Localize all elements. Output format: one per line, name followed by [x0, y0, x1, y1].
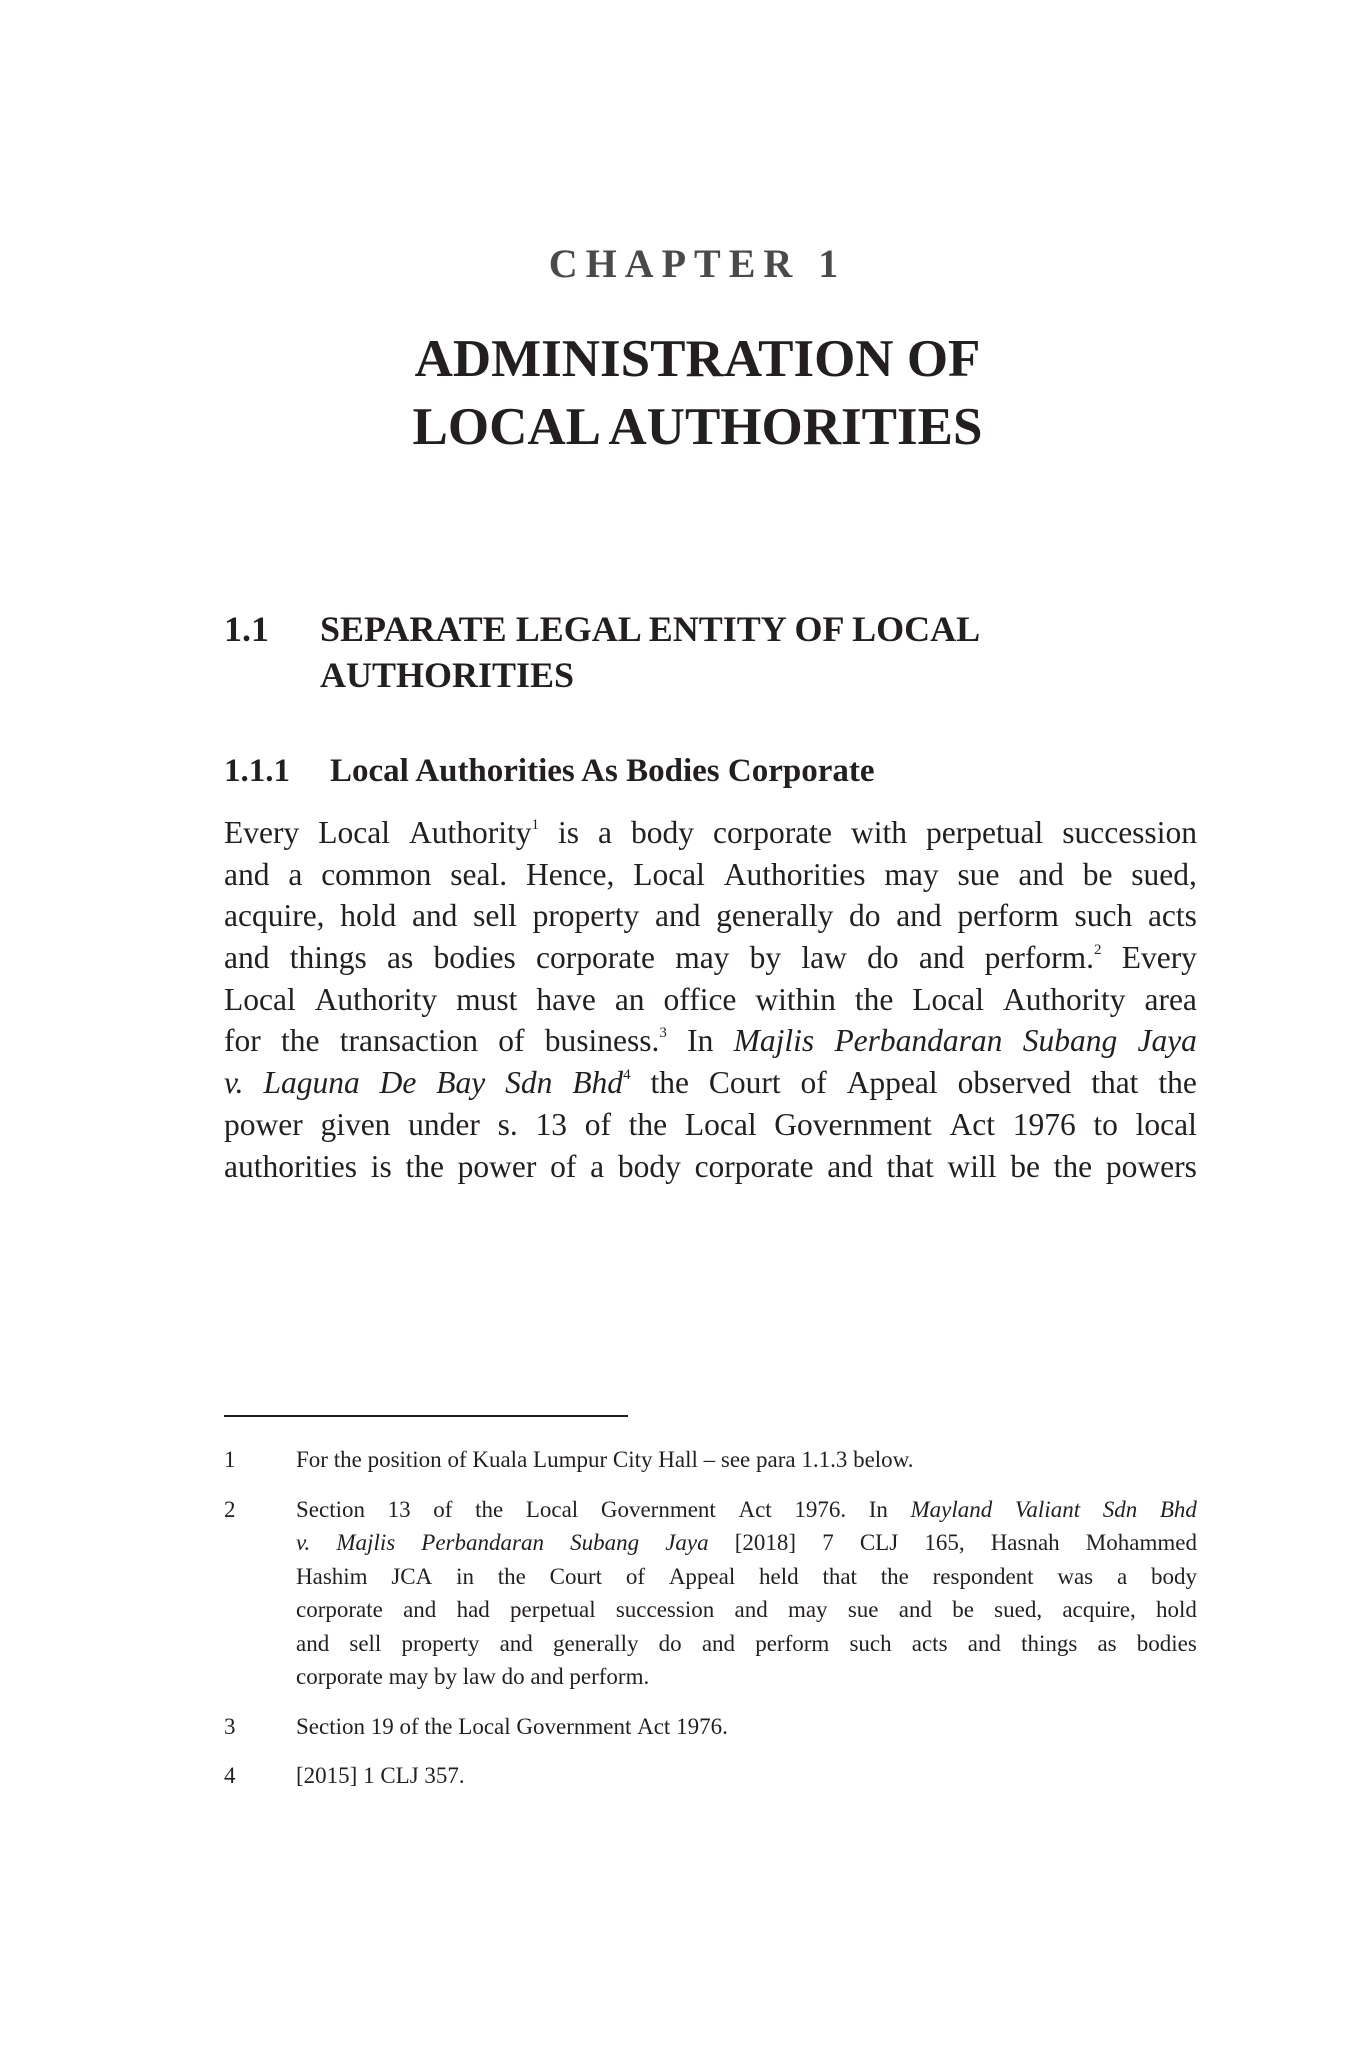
- body-word: that: [1091, 1065, 1139, 1101]
- body-word: will: [947, 1148, 997, 1184]
- body-line: [224, 1146, 1197, 1188]
- body-word: In: [687, 1023, 714, 1059]
- body-line: [224, 1062, 1197, 1104]
- body-word: s.: [497, 1106, 518, 1142]
- section-title-line-2: AUTHORITIES: [320, 655, 575, 695]
- body-word: under: [408, 1106, 480, 1142]
- body-word: be: [1082, 856, 1113, 892]
- body-word: Authority: [1003, 981, 1126, 1017]
- body-word: business.$^3$: [544, 1023, 667, 1059]
- body-line: [224, 937, 1197, 979]
- body-word: Local: [224, 981, 296, 1017]
- body-word: Jaya: [1137, 1023, 1197, 1059]
- footnote-text: [296, 1759, 1197, 1793]
- section-title: [320, 606, 1080, 698]
- footnote-number: 1: [224, 1447, 236, 1472]
- body-word: Perbandaran: [834, 1023, 1003, 1059]
- body-word: have: [536, 981, 596, 1017]
- body-word: be: [1010, 1148, 1040, 1184]
- body-word: the: [405, 1148, 444, 1184]
- body-word: as: [387, 940, 414, 976]
- body-word: Government: [774, 1106, 932, 1142]
- body-word: within: [755, 981, 836, 1017]
- body-word: acquire,: [224, 898, 325, 934]
- body-word: to: [1093, 1106, 1118, 1142]
- body-word: given: [320, 1106, 391, 1142]
- footnote-item: [224, 1443, 1197, 1477]
- body-word: 13: [535, 1106, 567, 1142]
- body-word: property: [532, 898, 640, 934]
- body-word: and: [896, 898, 942, 934]
- section-number: 1.1: [224, 609, 269, 649]
- body-word: and: [224, 856, 270, 892]
- body-word: may: [884, 856, 939, 892]
- body-word: common: [321, 856, 432, 892]
- body-paragraph: [224, 812, 1197, 1187]
- body-word: sell: [473, 898, 517, 934]
- footnote-number: 3: [224, 1713, 236, 1739]
- body-word: Laguna: [263, 1065, 360, 1101]
- body-word: v.: [224, 1065, 244, 1101]
- body-word: Authority$^1$: [408, 815, 539, 850]
- body-word: corporate: [536, 940, 655, 976]
- body-word: perpetual: [926, 815, 1044, 850]
- body-word: Every: [224, 815, 300, 850]
- body-line: [224, 895, 1197, 937]
- section-title-line-1: SEPARATE LEGAL ENTITY OF LOCAL: [320, 609, 981, 649]
- body-word: 1976: [1012, 1106, 1076, 1142]
- body-word: the: [854, 981, 894, 1017]
- body-word: the: [1158, 1065, 1197, 1101]
- body-word: the: [281, 1023, 320, 1059]
- body-word: hold: [340, 898, 397, 934]
- body-word: Bay: [436, 1065, 486, 1101]
- body-word: Local: [633, 856, 705, 892]
- body-word: succession: [1062, 815, 1197, 850]
- footnote-line: and sell property and generally do and perform such acts and things as bodies: [296, 1630, 1197, 1656]
- footnote-text: [296, 1493, 1197, 1694]
- body-word: Court: [708, 1065, 781, 1101]
- footnote-item: [224, 1493, 1197, 1694]
- footnote-reference[interactable]: 2: [1093, 942, 1102, 959]
- body-word: powers: [1105, 1148, 1197, 1184]
- footnote-reference[interactable]: 3: [659, 1025, 667, 1042]
- body-word: Local: [912, 981, 985, 1017]
- footnote-item: [224, 1759, 1197, 1793]
- body-word: Act: [949, 1106, 995, 1142]
- body-word: Appeal: [846, 1065, 938, 1101]
- body-word: area: [1144, 981, 1197, 1017]
- body-word: seal.: [450, 856, 508, 892]
- body-word: is: [370, 1148, 392, 1184]
- chapter-title: [0, 325, 1365, 461]
- body-word: the: [628, 1106, 668, 1142]
- body-word: Every: [1121, 940, 1197, 976]
- footnote-number: 4: [224, 1763, 236, 1788]
- body-word: De: [379, 1065, 417, 1101]
- body-word: generally: [716, 898, 834, 934]
- footnote-line: Section 19 of the Local Government Act 1976.: [296, 1713, 728, 1739]
- body-word: such: [1074, 898, 1133, 934]
- body-word: perform: [957, 898, 1059, 934]
- body-word: and: [654, 898, 701, 934]
- footnote-number: 2: [224, 1496, 236, 1522]
- body-word: sue: [957, 856, 1000, 892]
- body-word: bodies: [433, 940, 516, 976]
- footnote-text: [296, 1443, 1197, 1477]
- body-word: of: [584, 1106, 611, 1142]
- body-word: sued,: [1131, 856, 1197, 892]
- body-word: of: [800, 1065, 827, 1101]
- body-word: with: [850, 815, 907, 850]
- body-word: office: [663, 981, 737, 1017]
- body-word: must: [456, 981, 518, 1017]
- chapter-title-line-1: ADMINISTRATION OF: [414, 330, 981, 388]
- footnotes: [224, 1443, 1197, 1809]
- body-word: and: [918, 940, 965, 976]
- body-word: local: [1135, 1106, 1197, 1142]
- body-word: power: [457, 1148, 537, 1184]
- body-line: [224, 1020, 1197, 1062]
- body-word: a: [598, 815, 612, 850]
- body-word: and: [827, 1148, 873, 1184]
- body-word: Local: [318, 815, 390, 850]
- body-word: that: [886, 1148, 934, 1184]
- body-word: is: [557, 815, 579, 850]
- body-word: Authority: [314, 981, 438, 1017]
- body-word: the: [1053, 1148, 1093, 1184]
- footnote-divider: [224, 1415, 628, 1417]
- body-line: [224, 1104, 1197, 1146]
- body-word: transaction: [339, 1023, 478, 1059]
- body-word: acts: [1147, 898, 1197, 934]
- subsection-title: Local Authorities As Bodies Corporate: [330, 753, 875, 789]
- chapter-label: CHAPTER 1: [548, 241, 847, 286]
- body-word: a: [288, 856, 303, 892]
- body-word: may: [675, 940, 730, 976]
- footnote-line: For the position of Kuala Lumpur City Hall – see para 1.1.3 below.: [296, 1447, 914, 1472]
- body-word: do: [849, 898, 881, 934]
- subsection-number: 1.1.1: [224, 753, 290, 789]
- body-word: perform.$^2$: [984, 940, 1102, 976]
- body-line: [224, 979, 1197, 1021]
- body-word: body: [617, 1148, 681, 1184]
- body-word: corporate: [713, 815, 832, 850]
- footnote-reference[interactable]: 4: [623, 1067, 631, 1084]
- body-word: of: [498, 1023, 525, 1059]
- body-word: of: [550, 1148, 577, 1184]
- footnote-line: corporate may by law do and perform.: [296, 1664, 650, 1689]
- body-word: corporate: [694, 1148, 814, 1184]
- body-word: Bhd$^4$: [572, 1065, 631, 1101]
- body-word: a: [590, 1148, 605, 1184]
- body-word: and: [1018, 856, 1064, 892]
- chapter-title-line-2: LOCAL AUTHORITIES: [412, 398, 983, 456]
- body-word: authorities: [224, 1148, 357, 1184]
- body-word: observed: [957, 1065, 1072, 1101]
- body-word: and: [224, 940, 270, 976]
- footnote-line: v. Majlis Perbandaran Subang Jaya [2018] 7 CLJ 165, Hasnah Mohammed: [296, 1530, 1197, 1555]
- footnote-line: [2015] 1 CLJ 357.: [296, 1763, 465, 1788]
- body-word: power: [224, 1106, 303, 1142]
- body-word: body: [631, 815, 695, 850]
- body-line: [224, 854, 1197, 896]
- body-word: an: [614, 981, 645, 1017]
- body-word: by: [749, 940, 782, 976]
- body-word: Sdn: [505, 1065, 553, 1101]
- footnote-reference[interactable]: 1: [531, 817, 539, 833]
- body-word: the: [650, 1065, 689, 1101]
- body-word: Local: [684, 1106, 757, 1142]
- body-word: do: [867, 940, 899, 976]
- body-word: Majlis: [733, 1023, 815, 1059]
- footnote-line: corporate and had perpetual succession and may sue and be sued, acquire, hold: [296, 1597, 1197, 1622]
- body-word: law: [801, 940, 847, 976]
- body-word: Authorities: [723, 856, 866, 892]
- footnote-text: [296, 1710, 1197, 1744]
- footnote-item: [224, 1710, 1197, 1744]
- body-word: Hence,: [526, 856, 615, 892]
- body-word: things: [289, 940, 367, 976]
- body-word: and: [411, 898, 458, 934]
- body-word: Subang: [1022, 1023, 1118, 1059]
- footnote-line: Section 13 of the Local Government Act 1976. In Mayland Valiant Sdn Bhd: [296, 1496, 1197, 1522]
- body-line: [224, 812, 1197, 854]
- footnote-line: Hashim JCA in the Court of Appeal held that the respondent was a body: [296, 1563, 1197, 1589]
- body-word: for: [224, 1023, 261, 1059]
